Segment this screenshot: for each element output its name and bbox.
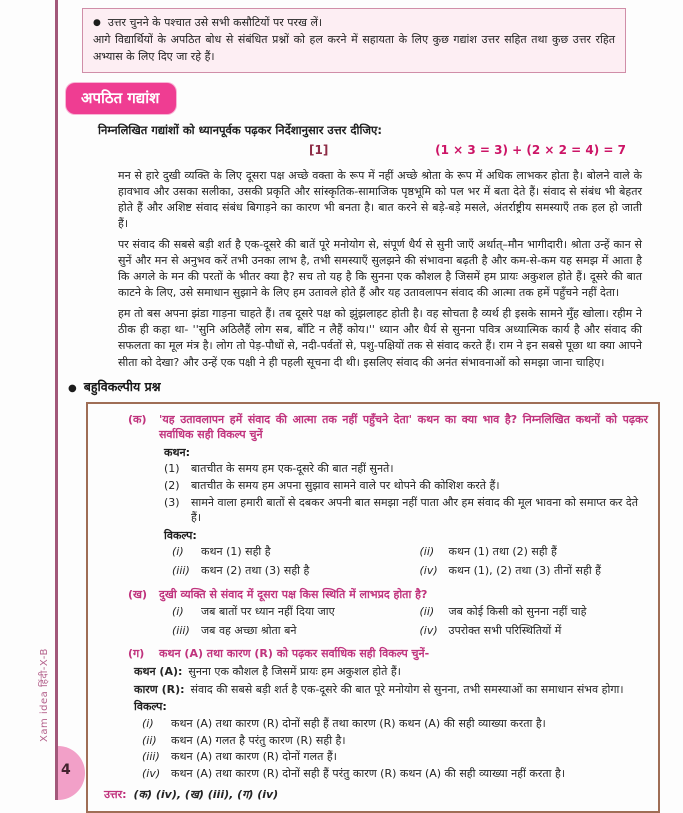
statement-text: बातचीत के समय हम अपना सुझाव सामने वाले पर थोपने की कोशिश करते हैं। (191, 479, 500, 492)
option-text: उपरोक्त सभी परिस्थितियों में (448, 623, 562, 637)
page-content (62, 0, 666, 813)
option-item (172, 623, 420, 639)
assertion-label: कथन (A): (134, 665, 183, 679)
bullet-icon: ● (68, 382, 77, 394)
option-text: कथन (1) सही है (201, 545, 271, 559)
spine-line (55, 0, 58, 800)
option-item (172, 563, 420, 579)
answer-line (104, 787, 648, 803)
assertion-row (134, 664, 648, 680)
options-grid-ka (172, 544, 648, 579)
section-badge: अपठित गद्यांश (66, 83, 176, 114)
passage-paragraph-2: पर संवाद की सबसे बड़ी शर्त है एक-दूसरे की बातें पूरे मनोयोग से, संपूर्ण धैर्य से सुनी जाएँ अर्थात्–मौन भागीदारी। श्रोता उन्हें कान से सुनें और मन से अनुभव करें तभी उनका लाभ है, तभी समस्याएँ सुलझने की संभावना बढ़ती है और कम-से-कम यह समझ में आता है कि अगले के मन की परतों के भीतर क्या है? सच तो यह है कि सुनना एक कौशल है जिसमें हम प्रायः अकुशल होते हैं। दूसरे की बात काटने के लिए, उसे समाधान सुझाने के लिए हम उतावले होते हैं और यह उतावलापन संवाद की आत्मा तक हमें पहुँचने नहीं देता। (118, 238, 642, 300)
instruction-line: निम्नलिखित गद्यांशों को ध्यानपूर्वक पढ़कर निर्देशानुसार उत्तर दीजिए: (98, 123, 382, 137)
option-number: (iii) (172, 564, 190, 578)
option-item (420, 563, 648, 579)
intro-note-box (82, 8, 626, 73)
statement-row (164, 461, 648, 477)
option-item (420, 544, 648, 560)
option-text: जब बातों पर ध्यान नहीं दिया जाए (201, 605, 335, 619)
statement-text: सामने वाला हमारी बातों से दबकर अपनी बात समझा नहीं पाता और हम संवाद की मूल भावना को समाप्त कर देते हैं। (191, 495, 639, 525)
statement-row (164, 478, 648, 494)
question-kha (128, 587, 648, 603)
option-text: कथन (1), (2) तथा (3) तीनों सही हैं (448, 564, 602, 578)
statement-number: (1) (164, 462, 180, 476)
option-text: जब वह अच्छा श्रोता बने (201, 623, 297, 637)
option-text: कथन (1) तथा (2) सही हैं (448, 545, 557, 559)
intro-bullet-text: उत्तर चुनने के पश्चात उसे सभी कसौटियों पर परख लें। (107, 16, 323, 29)
options-list-ga (142, 716, 648, 781)
option-number: (ii) (419, 605, 435, 619)
passage-paragraph-1: मन से हारे दुखी व्यक्ति के लिए दूसरा पक्ष अच्छे वक्ता के रूप में नहीं अच्छे श्रोता के रूप में अधिक लाभकर होता है। बोलने वाले के हावभाव और उसका सलीका, उसकी प्रकृति और सांस्कृतिक-सामाजिक पृष्ठभूमि को पल भर में बता देते हैं। संवाद से संबंध भी बेहतर होते हैं और अशिष्ट संवाद संबंध बिगाड़ने का कारण भी बनता है। बात करने से बड़े-बड़े मसले, अंतर्राष्ट्रीय समस्याएँ तक हल हो जाती हैं। (118, 169, 642, 231)
page-number: 4 (61, 762, 71, 778)
option-text: कथन (A) तथा कारण (R) दोनों सही हैं तथा कारण (R) कथन (A) की सही व्याख्या करता है। (171, 716, 546, 730)
statement-text: बातचीत के समय हम एक-दूसरे की बात नहीं सुनते। (191, 462, 394, 476)
option-number: (iii) (172, 623, 190, 637)
statement-number: (3) (164, 495, 180, 509)
passage-paragraph-3: हम तो बस अपना झंडा गाड़ना चाहते हैं। तब दूसरे पक्ष को झुंझलाहट होती है। वह सोचता है व्यर्थ ही इसके सामने मुँह खोला। रहीम ने ठीक ही कहा था- ''सुनि अठिलैहैं लोग सब, बाँटि न लैहैं कोय।'' ध्यान और धैर्य से सुनना पवित्र अध्यात्मिक कार्य है और संवाद की सफलता का मूल मंत्र है। लोग तो पेड़-पौधों से, नदी-पर्वतों से, पशु-पक्षियों तक से संवाद करते हैं। राम ने इन सबसे पूछा था क्या आपने सीता को देखा? और उन्हें एक पक्षी ने ही पहली सूचना दी थी। इसलिए संवाद की अनंत संभावनाओं को समझा जाना चाहिए। (118, 307, 642, 369)
option-number: (iv) (419, 564, 438, 578)
option-text: कथन (A) गलत है परंतु कारण (R) सही है। (171, 733, 346, 747)
option-item (420, 604, 648, 620)
vikalp-heading: विकल्प: (164, 528, 197, 542)
option-number: (iii) (142, 750, 160, 764)
spine-vertical-label: Xam idea हिंदी-X-B (39, 648, 50, 742)
options-grid-kha (172, 604, 648, 639)
question-ga-label: (ग) (128, 647, 145, 661)
passage-meta-row (62, 143, 666, 161)
option-item (420, 623, 648, 639)
bullet-icon: ● (93, 18, 101, 28)
question-ka (128, 412, 648, 443)
option-text: जब कोई किसी को सुनना नहीं चाहे (448, 605, 587, 619)
answer-label: उत्तर: (104, 788, 127, 802)
mcq-heading-text: बहुविकल्पीय प्रश्न (83, 378, 161, 394)
option-item (142, 733, 648, 749)
option-number: (ii) (142, 733, 157, 747)
statement-number: (2) (164, 479, 180, 492)
assertion-text: सुनना एक कौशल है जिसमें प्रायः हम अकुशल होते हैं। (188, 665, 401, 679)
kathan-heading: कथन: (164, 445, 190, 459)
option-text: कथन (2) तथा (3) सही है (201, 564, 310, 578)
passage-marks: (1 × 3 = 3) + (2 × 2 = 4) = 7 (435, 143, 626, 157)
option-number: (iv) (142, 766, 161, 780)
reason-row (134, 682, 648, 698)
reason-label: कारण (R): (134, 682, 185, 696)
question-kha-text: दुखी व्यक्ति से संवाद में दूसरा पक्ष किस स्थिति में लाभप्रद होता है? (159, 587, 428, 601)
option-item (142, 716, 648, 732)
statement-row (164, 495, 648, 526)
option-number: (i) (172, 545, 184, 559)
intro-bullet-line (93, 15, 615, 32)
answer-text: (क) (iv), (ख) (iii), (ग) (iv) (133, 788, 279, 802)
option-item (142, 766, 648, 782)
passage-number: [1] (309, 143, 329, 157)
question-ga-text: कथन (A) तथा कारण (R) को पढ़कर सर्वाधिक सही विकल्प चुनें- (159, 647, 430, 661)
question-ka-text: 'यह उतावलापन हमें संवाद की आत्मा तक नहीं पहुँचने देता' कथन का क्या भाव है? निम्नलिखित कथनों को पढ़कर सर्वाधिक सही विकल्प चुनें (159, 412, 648, 442)
reason-text: संवाद की सबसे बड़ी शर्त है एक-दूसरे की बात पूरे मनोयोग से सुनना, तभी समस्याओं का समाधान संभव होगा। (190, 682, 624, 696)
option-item (142, 749, 648, 765)
mcq-heading (68, 378, 666, 397)
option-number: (i) (142, 716, 154, 730)
option-number: (ii) (419, 545, 435, 559)
mcq-box (86, 402, 660, 813)
option-text: कथन (A) तथा कारण (R) दोनों सही हैं परंतु कारण (R) कथन (A) की सही व्याख्या नहीं करता है। (171, 766, 565, 780)
intro-body-text: आगे विद्यार्थियों के अपठित बोध से संबंधित प्रश्नों को हल करने में सहायता के लिए कुछ गद्यांश उत्तर सहित तथा कुछ उत्तर रहित अभ्यास के लिए दिए जा रहे हैं। (93, 33, 615, 63)
option-item (172, 544, 420, 560)
question-ga (128, 646, 648, 662)
question-ka-label: (क) (128, 412, 147, 426)
option-item (172, 604, 420, 620)
option-number: (iv) (419, 623, 438, 637)
question-kha-label: (ख) (128, 587, 148, 601)
option-number: (i) (172, 605, 184, 619)
vikalp-heading: विकल्प: (134, 700, 167, 714)
option-text: कथन (A) तथा कारण (R) दोनों गलत हैं। (171, 750, 337, 764)
